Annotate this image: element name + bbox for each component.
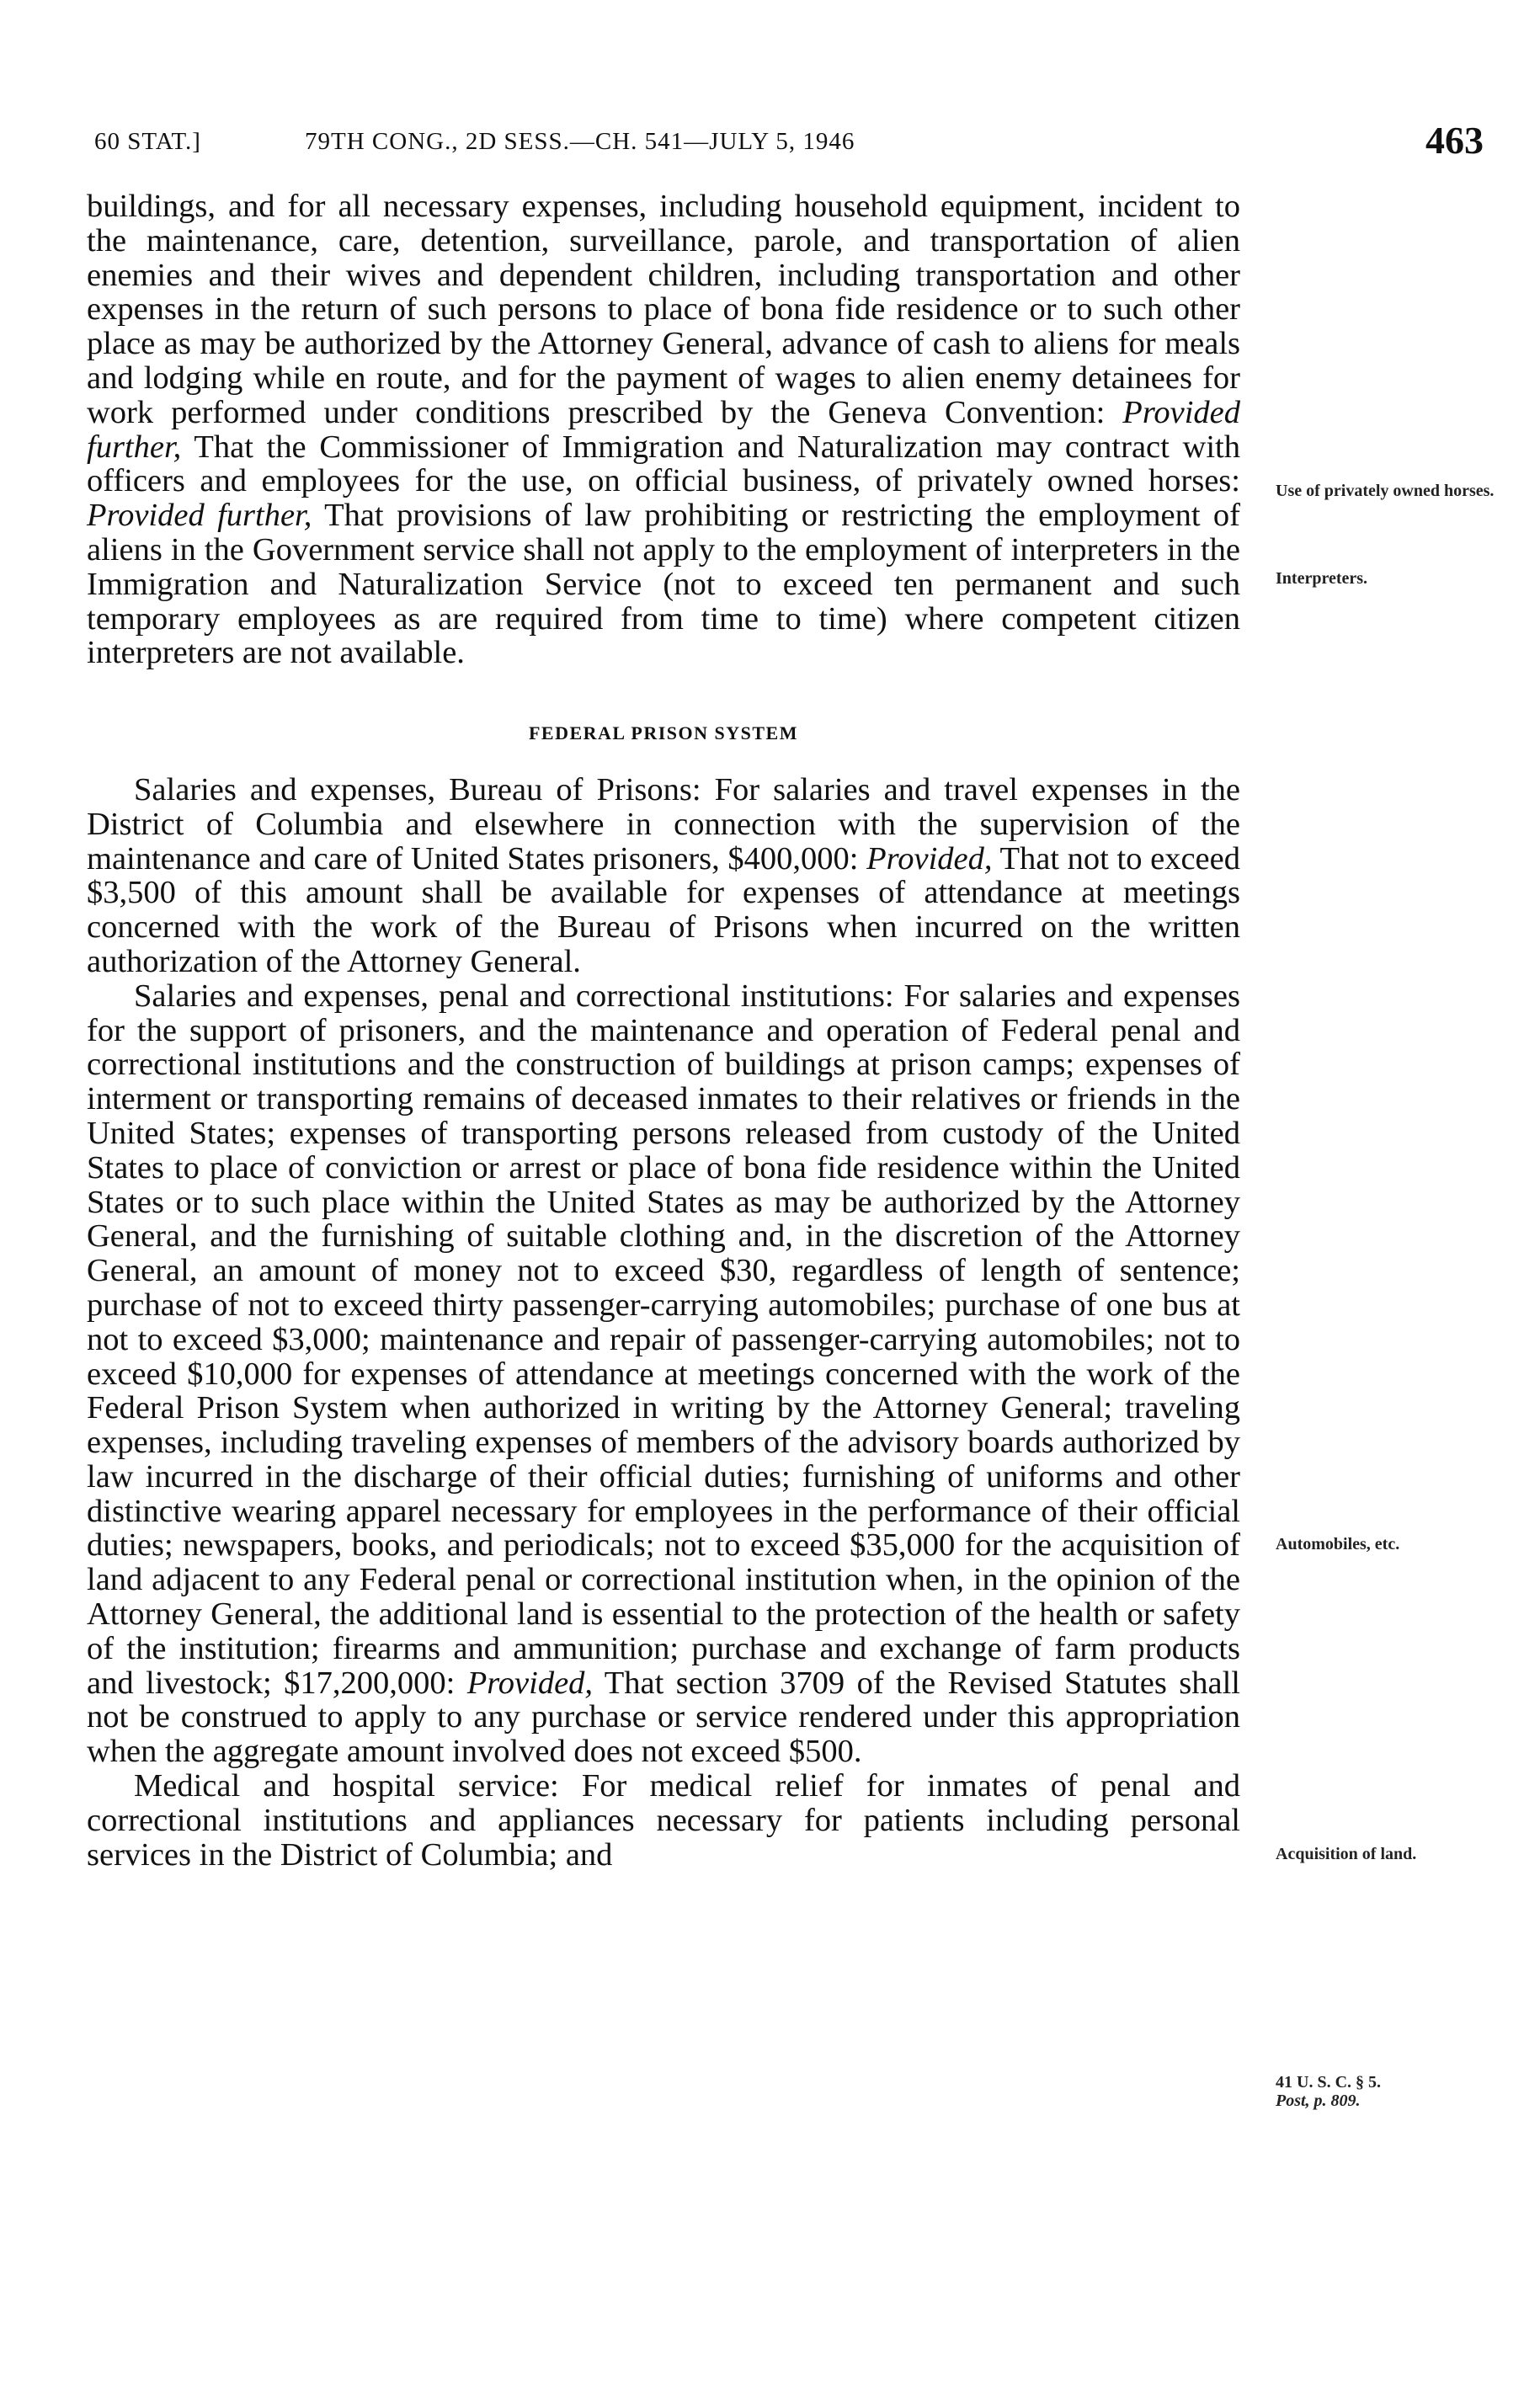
text-segment: That the Commissioner of Immigration and Naturalization may contract with officers and employees for the use, on official business, of privately owned horses: [87,429,1240,499]
proviso-italic: Provided, [466,1665,594,1701]
citation-post: Post, p. 809. [1276,2092,1361,2110]
proviso-italic: Provided, [866,840,993,877]
text-segment: Salaries and expenses, penal and correctional institutions: For salaries and expenses for the support of prisoners, and the maintenance and operation of Federal penal and correctional institutions and the construction of buildings at prison camps; expenses of interment or transporting remains of deceased inmates to their relatives or friends in the United States; expenses of transporting persons released from custody of the United States to place of conviction or arrest or place of bona fide residence within the United States or to such place within the United States as may be authorized by the Attorney General, and the furnishing of suitable clothing and, in the discretion of the Attorney General, an amount of money not to exceed $30, regardless of length of sentence; purchase of not to exceed thirty passenger-carrying automobiles; purchase of one bus at not to exceed $3,000; maintenance and repair of passenger-carrying automobiles; not to exceed $10,000 for expenses of attendance at meetings concerned with the work of the Federal Prison System when authorized in writing by the Attorney General; traveling expenses, including traveling expenses of members of the advisory boards authorized by law incurred in the discharge of their official duties; furnishing of uniforms and other distinctive wearing apparel necessary for employees in the performance of their official duties; newspapers, books, and periodicals; not to exceed $35,000 for the acquisition of land adjacent to any Federal penal or correctional institution when, in the opinion of the Attorney General, the additional land is essential to the protection of the health or safety of the institution; firearms and ammunition; purchase and exchange of farm products and livestock; $17,200,000: [87,978,1240,1701]
paragraph-immigration-continued [87,189,1240,670]
text-segment: buildings, and for all necessary expenses, including household equipment, incident to the maintenance, care, detention, surveillance, parole, and transportation of alien enemies and their wives and dependent children, including transportation and other expenses in the return of such persons to place of bona fide residence or to such other place as may be authorized by the Attorney General, advance of cash to aliens for meals and lodging while en route, and for the payment of wages to alien enemy detainees for work performed under conditions prescribed by the Geneva Convention: [87,189,1240,430]
margin-note-privately-owned-horses: Use of privately owned horses. [1276,482,1495,500]
margin-note-automobiles: Automobiles, etc. [1276,1535,1400,1553]
margin-note-acquisition-of-land: Acquisition of land. [1276,1845,1417,1863]
session-chapter-date: 79TH CONG., 2D SESS.—CH. 541—JULY 5, 1946 [305,128,855,155]
paragraph-penal-institutions [87,979,1240,1769]
text-segment: Medical and hospital service: For medical relief for inmates of penal and correctional institutions and appliances necessary for patients including personal services in the District of Columbia; and [87,1768,1240,1873]
proviso-italic: Provided further, [87,394,1240,465]
text-segment: That provisions of law prohibiting or restricting the employment of aliens in the Government service shall not apply to the employment of interpreters in the Immigration and Naturalization Service (not to exceed ten permanent and such temporary employees as are required from time to time) where competent citizen interpreters are not available. [87,498,1241,671]
text-segment: That section 3709 of the Revised Statutes shall not be construed to apply to any purchase or service rendered under this appropriation when the aggregate amount involved does not exceed $500. [87,1665,1240,1770]
statute-body [87,189,1240,1872]
statute-volume: 60 STAT.] [94,128,201,155]
section-heading: FEDERAL PRISON SYSTEM [528,722,798,744]
margin-note-citation [1276,2073,1503,2110]
paragraph-bureau-of-prisons [87,773,1240,979]
proviso-italic: Provided further, [87,498,312,534]
page-number: 463 [1425,119,1484,162]
citation-usc: 41 U. S. C. § 5. [1276,2073,1382,2092]
paragraph-medical-hospital [87,1769,1240,1872]
running-head [94,118,1484,168]
margin-note-interpreters: Interpreters. [1276,569,1368,588]
text-segment: Salaries and expenses, Bureau of Prisons: For salaries and travel expenses in the District of Columbia and elsewhere in connection with the supervision of the maintenance and care of United States prisoners, $400,000: [87,771,1240,877]
text-segment: That not to exceed $3,500 of this amount shall be available for expenses of attendance at meetings concerned with the work of the Bureau of Prisons when incurred on the written authorization of the Attorney General. [87,840,1240,979]
